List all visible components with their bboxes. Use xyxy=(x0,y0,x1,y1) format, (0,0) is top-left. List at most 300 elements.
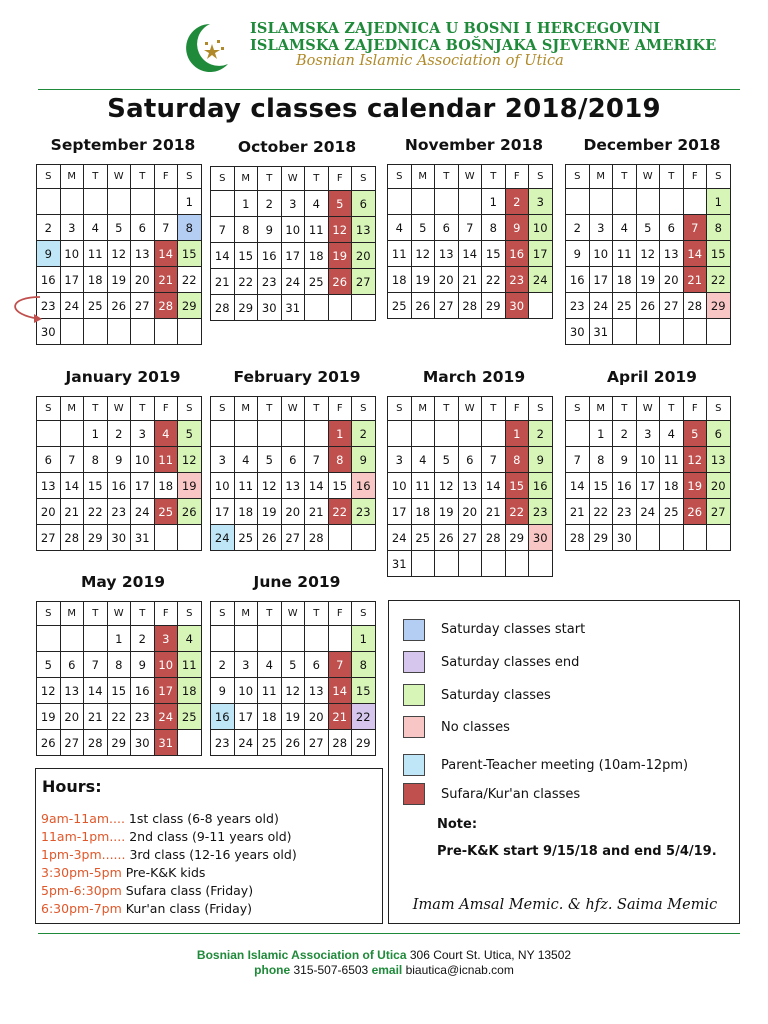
day-cell: 9 xyxy=(613,447,637,473)
day-cell: 1 xyxy=(84,421,108,447)
org-name-line1: ISLAMSKA ZAJEDNICA U BOSNI I HERCEGOVINI xyxy=(250,20,661,37)
day-cell: 31 xyxy=(154,730,178,756)
empty-cell xyxy=(411,551,435,577)
day-cell: 20 xyxy=(60,704,84,730)
day-cell: 21 xyxy=(458,267,482,293)
weekday-header: W xyxy=(107,397,131,421)
day-cell: 8 xyxy=(707,215,731,241)
day-cell: 2 xyxy=(211,652,235,678)
day-cell: 10 xyxy=(281,217,305,243)
weekday-header: F xyxy=(683,165,707,189)
day-cell: 11 xyxy=(258,678,282,704)
day-cell: 11 xyxy=(178,652,202,678)
day-cell: 19 xyxy=(328,243,352,269)
weekday-header: T xyxy=(258,397,282,421)
day-cell: 27 xyxy=(707,499,731,525)
day-cell: 26 xyxy=(107,293,131,319)
day-cell: 7 xyxy=(211,217,235,243)
day-cell: 2 xyxy=(505,189,529,215)
day-cell: 24 xyxy=(131,499,155,525)
empty-cell xyxy=(352,295,376,321)
day-cell: 15 xyxy=(589,473,613,499)
day-cell: 23 xyxy=(258,269,282,295)
day-cell: 19 xyxy=(435,499,459,525)
day-cell: 17 xyxy=(529,241,553,267)
day-cell: 11 xyxy=(613,241,637,267)
day-cell: 29 xyxy=(482,293,506,319)
weekday-header: S xyxy=(178,397,202,421)
day-cell: 4 xyxy=(305,191,329,217)
day-cell: 5 xyxy=(683,421,707,447)
weekday-header: F xyxy=(154,165,178,189)
empty-cell xyxy=(707,525,731,551)
empty-cell xyxy=(482,551,506,577)
day-cell: 30 xyxy=(258,295,282,321)
email-link[interactable]: biautica@icnab.com xyxy=(402,963,514,977)
day-cell: 12 xyxy=(683,447,707,473)
day-cell: 2 xyxy=(37,215,61,241)
empty-cell xyxy=(258,421,282,447)
day-cell: 17 xyxy=(211,499,235,525)
hours-row: 6:30pm-7pm Kur'an class (Friday) xyxy=(41,901,253,916)
weekday-header: M xyxy=(411,165,435,189)
day-cell: 16 xyxy=(37,267,61,293)
day-cell: 21 xyxy=(60,499,84,525)
empty-cell xyxy=(660,525,684,551)
day-cell: 24 xyxy=(281,269,305,295)
day-cell: 22 xyxy=(589,499,613,525)
day-cell: 18 xyxy=(84,267,108,293)
day-cell: 4 xyxy=(613,215,637,241)
empty-cell xyxy=(328,626,352,652)
day-cell: 30 xyxy=(529,525,553,551)
day-cell: 25 xyxy=(154,499,178,525)
day-cell: 8 xyxy=(505,447,529,473)
legend-label: Parent-Teacher meeting (10am-12pm) xyxy=(441,758,689,773)
empty-cell xyxy=(660,319,684,345)
day-cell: 8 xyxy=(482,215,506,241)
weekday-header: T xyxy=(613,165,637,189)
hours-row: 9am-11am.... 1st class (6-8 years old) xyxy=(41,811,279,826)
day-cell: 20 xyxy=(458,499,482,525)
weekday-header: T xyxy=(435,165,459,189)
day-cell: 14 xyxy=(458,241,482,267)
page-title: Saturday classes calendar 2018/2019 xyxy=(107,94,661,124)
note-text: Pre-K&K start 9/15/18 and end 5/4/19. xyxy=(437,844,717,859)
weekday-header: F xyxy=(328,397,352,421)
weekday-header: W xyxy=(636,165,660,189)
day-cell: 18 xyxy=(178,678,202,704)
day-cell: 15 xyxy=(505,473,529,499)
day-cell: 20 xyxy=(435,267,459,293)
day-cell: 24 xyxy=(234,730,258,756)
empty-cell xyxy=(305,295,329,321)
empty-cell xyxy=(660,189,684,215)
note-label: Note: xyxy=(437,817,478,832)
empty-cell xyxy=(435,421,459,447)
day-cell: 14 xyxy=(84,678,108,704)
empty-cell xyxy=(435,551,459,577)
day-cell: 8 xyxy=(589,447,613,473)
day-cell: 16 xyxy=(529,473,553,499)
day-cell: 18 xyxy=(234,499,258,525)
day-cell: 1 xyxy=(589,421,613,447)
day-cell: 14 xyxy=(683,241,707,267)
day-cell: 23 xyxy=(529,499,553,525)
day-cell: 7 xyxy=(154,215,178,241)
day-cell: 24 xyxy=(636,499,660,525)
day-cell: 13 xyxy=(352,217,376,243)
legend-swatch-classes xyxy=(403,684,425,706)
day-cell: 11 xyxy=(411,473,435,499)
day-cell: 12 xyxy=(178,447,202,473)
day-cell: 29 xyxy=(352,730,376,756)
empty-cell xyxy=(636,189,660,215)
empty-cell xyxy=(435,189,459,215)
weekday-header: W xyxy=(107,165,131,189)
day-cell: 27 xyxy=(131,293,155,319)
weekday-header: S xyxy=(388,397,412,421)
day-cell: 2 xyxy=(613,421,637,447)
day-cell: 14 xyxy=(566,473,590,499)
weekday-header: W xyxy=(281,602,305,626)
weekday-header: M xyxy=(234,602,258,626)
empty-cell xyxy=(107,319,131,345)
day-cell: 29 xyxy=(707,293,731,319)
empty-cell xyxy=(281,421,305,447)
day-cell: 26 xyxy=(411,293,435,319)
day-cell: 16 xyxy=(131,678,155,704)
legend-swatch-meeting xyxy=(403,754,425,776)
weekday-header: T xyxy=(131,165,155,189)
empty-cell xyxy=(636,525,660,551)
day-cell: 23 xyxy=(566,293,590,319)
day-cell: 8 xyxy=(328,447,352,473)
month-title-oct-2018: October 2018 xyxy=(237,138,357,156)
day-cell: 23 xyxy=(211,730,235,756)
day-cell: 21 xyxy=(328,704,352,730)
hours-row: 5pm-6:30pm Sufara class (Friday) xyxy=(41,883,254,898)
day-cell: 30 xyxy=(505,293,529,319)
empty-cell xyxy=(154,525,178,551)
weekday-header: S xyxy=(566,165,590,189)
day-cell: 14 xyxy=(60,473,84,499)
day-cell: 5 xyxy=(328,191,352,217)
day-cell: 7 xyxy=(566,447,590,473)
day-cell: 15 xyxy=(107,678,131,704)
weekday-header: F xyxy=(328,602,352,626)
empty-cell xyxy=(211,626,235,652)
day-cell: 1 xyxy=(482,189,506,215)
day-cell: 12 xyxy=(258,473,282,499)
day-cell: 24 xyxy=(388,525,412,551)
hours-row: 11am-1pm.... 2nd class (9-11 years old) xyxy=(41,829,292,844)
day-cell: 26 xyxy=(258,525,282,551)
day-cell: 16 xyxy=(505,241,529,267)
day-cell: 9 xyxy=(211,678,235,704)
day-cell: 21 xyxy=(211,269,235,295)
day-cell: 15 xyxy=(707,241,731,267)
empty-cell xyxy=(683,525,707,551)
day-cell: 23 xyxy=(352,499,376,525)
day-cell: 20 xyxy=(131,267,155,293)
day-cell: 1 xyxy=(328,421,352,447)
day-cell: 3 xyxy=(234,652,258,678)
signature: Imam Amsal Memic. & hfz. Saima Memic xyxy=(412,897,718,913)
day-cell: 13 xyxy=(281,473,305,499)
day-cell: 25 xyxy=(84,293,108,319)
empty-cell xyxy=(178,319,202,345)
empty-cell xyxy=(60,626,84,652)
legend-swatch-end xyxy=(403,651,425,673)
day-cell: 29 xyxy=(84,525,108,551)
day-cell: 3 xyxy=(60,215,84,241)
legend-swatch-start xyxy=(403,619,425,641)
day-cell: 3 xyxy=(636,421,660,447)
day-cell: 6 xyxy=(281,447,305,473)
weekday-header: S xyxy=(566,397,590,421)
day-cell: 29 xyxy=(234,295,258,321)
weekday-header: T xyxy=(84,397,108,421)
day-cell: 3 xyxy=(211,447,235,473)
day-cell: 1 xyxy=(107,626,131,652)
day-cell: 19 xyxy=(37,704,61,730)
day-cell: 17 xyxy=(388,499,412,525)
day-cell: 18 xyxy=(154,473,178,499)
day-cell: 21 xyxy=(305,499,329,525)
day-cell: 20 xyxy=(707,473,731,499)
weekday-header: T xyxy=(305,602,329,626)
hours-box xyxy=(35,768,383,924)
weekday-header: T xyxy=(435,397,459,421)
day-cell: 12 xyxy=(636,241,660,267)
day-cell: 7 xyxy=(60,447,84,473)
day-cell: 28 xyxy=(305,525,329,551)
weekday-header: W xyxy=(458,165,482,189)
weekday-header: F xyxy=(505,165,529,189)
letterhead xyxy=(0,0,768,92)
calendar-mar-2019 xyxy=(387,396,553,577)
day-cell: 28 xyxy=(84,730,108,756)
weekday-header: S xyxy=(211,602,235,626)
empty-cell xyxy=(411,189,435,215)
day-cell: 18 xyxy=(660,473,684,499)
weekday-header: S xyxy=(388,165,412,189)
day-cell: 19 xyxy=(258,499,282,525)
day-cell: 28 xyxy=(328,730,352,756)
empty-cell xyxy=(683,319,707,345)
day-cell: 28 xyxy=(482,525,506,551)
empty-cell xyxy=(154,319,178,345)
day-cell: 16 xyxy=(258,243,282,269)
weekday-header: T xyxy=(482,397,506,421)
legend-label: Saturday classes end xyxy=(441,655,580,670)
empty-cell xyxy=(636,319,660,345)
day-cell: 23 xyxy=(131,704,155,730)
day-cell: 25 xyxy=(178,704,202,730)
empty-cell xyxy=(529,293,553,319)
month-title-nov-2018: November 2018 xyxy=(404,136,544,154)
weekday-header: S xyxy=(352,397,376,421)
day-cell: 12 xyxy=(37,678,61,704)
day-cell: 13 xyxy=(60,678,84,704)
weekday-header: T xyxy=(258,602,282,626)
day-cell: 21 xyxy=(154,267,178,293)
empty-cell xyxy=(328,525,352,551)
weekday-header: T xyxy=(305,397,329,421)
day-cell: 10 xyxy=(529,215,553,241)
day-cell: 22 xyxy=(505,499,529,525)
day-cell: 22 xyxy=(482,267,506,293)
day-cell: 27 xyxy=(281,525,305,551)
day-cell: 15 xyxy=(84,473,108,499)
day-cell: 25 xyxy=(660,499,684,525)
day-cell: 12 xyxy=(328,217,352,243)
day-cell: 14 xyxy=(305,473,329,499)
day-cell: 9 xyxy=(37,241,61,267)
day-cell: 25 xyxy=(613,293,637,319)
empty-cell xyxy=(305,626,329,652)
day-cell: 12 xyxy=(435,473,459,499)
day-cell: 22 xyxy=(707,267,731,293)
weekday-header: S xyxy=(529,397,553,421)
day-cell: 9 xyxy=(258,217,282,243)
weekday-header: S xyxy=(37,602,61,626)
day-cell: 5 xyxy=(281,652,305,678)
empty-cell xyxy=(566,421,590,447)
day-cell: 23 xyxy=(107,499,131,525)
day-cell: 13 xyxy=(131,241,155,267)
day-cell: 10 xyxy=(131,447,155,473)
day-cell: 17 xyxy=(154,678,178,704)
weekday-header: F xyxy=(154,602,178,626)
day-cell: 26 xyxy=(37,730,61,756)
day-cell: 19 xyxy=(411,267,435,293)
day-cell: 17 xyxy=(60,267,84,293)
day-cell: 10 xyxy=(589,241,613,267)
day-cell: 2 xyxy=(529,421,553,447)
day-cell: 2 xyxy=(352,421,376,447)
weekday-header: W xyxy=(107,602,131,626)
day-cell: 4 xyxy=(388,215,412,241)
day-cell: 9 xyxy=(505,215,529,241)
weekday-header: T xyxy=(84,602,108,626)
day-cell: 28 xyxy=(60,525,84,551)
weekday-header: T xyxy=(660,165,684,189)
day-cell: 22 xyxy=(178,267,202,293)
day-cell: 18 xyxy=(411,499,435,525)
day-cell: 13 xyxy=(707,447,731,473)
day-cell: 3 xyxy=(154,626,178,652)
day-cell: 19 xyxy=(107,267,131,293)
weekday-header: F xyxy=(683,397,707,421)
empty-cell xyxy=(84,626,108,652)
empty-cell xyxy=(388,189,412,215)
weekday-header: T xyxy=(613,397,637,421)
day-cell: 4 xyxy=(154,421,178,447)
day-cell: 12 xyxy=(411,241,435,267)
day-cell: 20 xyxy=(281,499,305,525)
day-cell: 24 xyxy=(589,293,613,319)
day-cell: 9 xyxy=(566,241,590,267)
day-cell: 21 xyxy=(84,704,108,730)
weekday-header: W xyxy=(281,397,305,421)
day-cell: 10 xyxy=(636,447,660,473)
day-cell: 8 xyxy=(234,217,258,243)
day-cell: 7 xyxy=(458,215,482,241)
weekday-header: T xyxy=(84,165,108,189)
calendar-apr-2019 xyxy=(565,396,731,551)
day-cell: 10 xyxy=(60,241,84,267)
day-cell: 2 xyxy=(107,421,131,447)
day-cell: 29 xyxy=(178,293,202,319)
day-cell: 7 xyxy=(305,447,329,473)
day-cell: 20 xyxy=(305,704,329,730)
day-cell: 11 xyxy=(84,241,108,267)
weekday-header: S xyxy=(211,397,235,421)
day-cell: 4 xyxy=(258,652,282,678)
legend-box xyxy=(388,600,740,924)
day-cell: 25 xyxy=(258,730,282,756)
day-cell: 1 xyxy=(234,191,258,217)
day-cell: 9 xyxy=(352,447,376,473)
day-cell: 19 xyxy=(281,704,305,730)
day-cell: 14 xyxy=(482,473,506,499)
day-cell: 15 xyxy=(352,678,376,704)
calendar-sep-2018 xyxy=(36,164,202,345)
empty-cell xyxy=(458,421,482,447)
day-cell: 24 xyxy=(211,525,235,551)
day-cell: 3 xyxy=(529,189,553,215)
empty-cell xyxy=(613,189,637,215)
day-cell: 6 xyxy=(458,447,482,473)
day-cell: 3 xyxy=(131,421,155,447)
day-cell: 3 xyxy=(388,447,412,473)
day-cell: 29 xyxy=(107,730,131,756)
empty-cell xyxy=(84,319,108,345)
weekday-header: T xyxy=(660,397,684,421)
day-cell: 17 xyxy=(281,243,305,269)
weekday-header: T xyxy=(482,165,506,189)
empty-cell xyxy=(411,421,435,447)
weekday-header: F xyxy=(328,167,352,191)
crescent-star-logo-icon xyxy=(176,20,236,76)
day-cell: 6 xyxy=(305,652,329,678)
day-cell: 8 xyxy=(107,652,131,678)
day-cell: 8 xyxy=(84,447,108,473)
legend-label: Saturday classes xyxy=(441,688,551,703)
calendar-feb-2019 xyxy=(210,396,376,551)
weekday-header: W xyxy=(458,397,482,421)
empty-cell xyxy=(281,626,305,652)
weekday-header: T xyxy=(305,167,329,191)
day-cell: 1 xyxy=(505,421,529,447)
day-cell: 4 xyxy=(660,421,684,447)
day-cell: 28 xyxy=(566,525,590,551)
weekday-header: S xyxy=(178,165,202,189)
calendar-dec-2018 xyxy=(565,164,731,345)
day-cell: 16 xyxy=(107,473,131,499)
day-cell: 7 xyxy=(84,652,108,678)
day-cell: 18 xyxy=(258,704,282,730)
empty-cell xyxy=(131,189,155,215)
day-cell: 26 xyxy=(435,525,459,551)
weekday-header: F xyxy=(154,397,178,421)
day-cell: 22 xyxy=(107,704,131,730)
day-cell: 22 xyxy=(352,704,376,730)
day-cell: 27 xyxy=(305,730,329,756)
day-cell: 5 xyxy=(37,652,61,678)
